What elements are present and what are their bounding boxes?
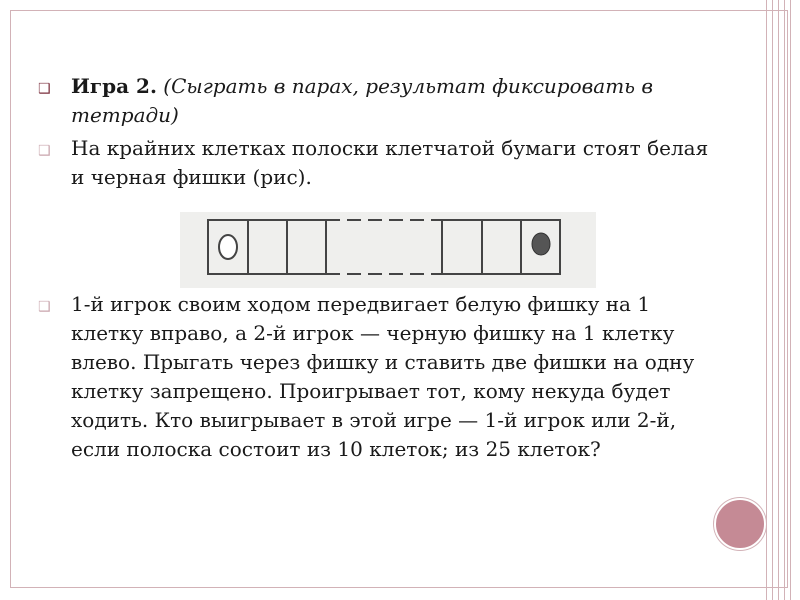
white-chip [219,235,237,259]
paragraph-2: 1-й игрок своим ходом передвигает белую фишку на 1 клетку вправо, а 2-й игрок — черную фишку на 1 клетку влево. Прыгать через фишку и ставить две фишки на одну клетку запрещено. Проигрывает тот, кому некуда будет ходить. Кто выигрывает в этой игре — 1-й игрок или 2-й, если полоска состоит из 10 клеток; из 25 клеток? [71,292,695,461]
decor-rail [772,0,773,600]
game-note: (Сыграть в парах, результат фиксировать в тетради) [71,74,654,127]
bullet-icon: ❑ [38,143,51,159]
slide-content-lower [36,290,716,468]
strip-figure [180,212,596,288]
bullet-item-paragraph-1 [36,134,716,192]
bullet-item-paragraph-2 [36,290,716,464]
strip-drawing [180,212,596,288]
decor-rail [784,0,785,600]
decor-rail [766,0,767,600]
decor-rail [790,0,791,600]
decor-circle [714,498,766,550]
slide-content [36,72,716,196]
decor-rail [778,0,779,600]
bullet-item-game-title [36,72,716,130]
bullet-icon: ❑ [38,81,51,97]
paragraph-1: На крайних клетках полоски клетчатой бумаги стоят белая и черная фишки (рис). [71,136,709,189]
black-chip [532,233,550,255]
bullet-icon: ❑ [38,299,51,315]
game-title: Игра 2. [71,74,157,98]
